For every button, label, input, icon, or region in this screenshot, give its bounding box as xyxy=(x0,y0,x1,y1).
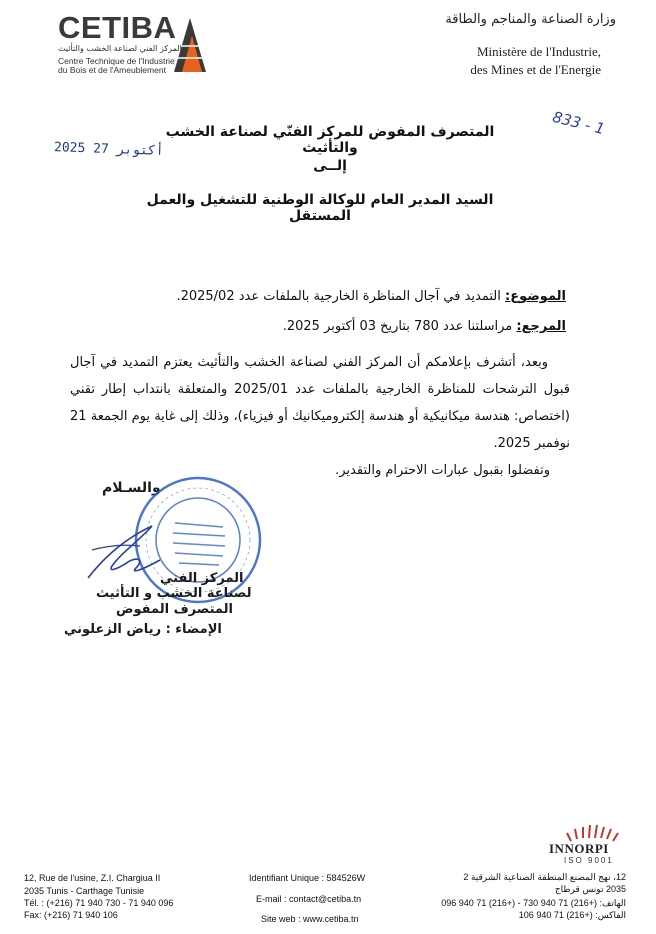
footer-email: E-mail : contact@cetiba.tn xyxy=(256,894,362,904)
letter-body xyxy=(70,349,570,484)
subject-line xyxy=(176,289,566,304)
footer-ar-phone: الهاتف: (+216) 71 940 730 - (+216) 71 940 096 xyxy=(441,898,626,908)
signature-line3: المتصرف المفوض xyxy=(116,602,233,617)
footer-address-line1: 12, Rue de l'usine, Z.I. Chargiua II xyxy=(24,873,161,883)
footer-address-line2: 2035 Tunis - Carthage Tunisie xyxy=(24,886,145,896)
handwritten-reference-number: 833 - 1 xyxy=(550,107,607,139)
footer-ar-address-line1: 12، نهج المصنع المنطقة الصناعية الشرقية 2 xyxy=(463,872,626,882)
handwritten-signature-icon xyxy=(82,520,172,590)
body-paragraph: وبعد، أتشرف بإعلامكم أن المركز الفني لصناعة الخشب والتأثيث يعتزم التمديد في آجال قبول الترشحات للمناظرة الخارجية بالملفات عدد 2025/01 والمتعلقة بانتداب إطار تقني (اختصاص: هندسة ميكانيكية أو هندسة إلكتروميكانيك أو فيزياء)، وذلك إلى غاية يوم الجمعة 21 نوفمبر 2025. xyxy=(70,355,570,451)
logo-french-line2: du Bois et de l'Ameublement xyxy=(58,65,166,75)
ministry-arabic: وزارة الصناعة والمناجم والطاقة xyxy=(445,12,616,27)
ministry-french-line2: des Mines et de l'Energie xyxy=(470,62,601,77)
logo-french-line1: Centre Technique de l'Industrie xyxy=(58,56,175,66)
subject-text: التمديد في آجال المناظرة الخارجية بالملفات عدد 2025/02. xyxy=(176,289,505,304)
footer-ar-fax: الفاكس: (+216) 71 940 106 xyxy=(518,910,626,920)
cetiba-logo-text: CETIBA xyxy=(58,10,177,45)
iso-label: ISO 9001 xyxy=(564,856,614,865)
reference-text: مراسلتنا عدد 780 بتاريخ 03 أكتوبر 2025. xyxy=(282,319,517,334)
greeting: والسـلام xyxy=(102,480,161,496)
footer-phone: Tél. : (+216) 71 940 730 - 71 940 096 xyxy=(24,898,174,908)
footer-identifier: Identifiant Unique : 584526W xyxy=(249,873,366,883)
footer-website: Site web : www.cetiba.tn xyxy=(261,914,359,924)
signature-line1: المركز الفني xyxy=(160,571,244,586)
reference-label: المرجع: xyxy=(516,319,566,334)
sender-title: المتصرف المفوض للمركز الفنّي لصناعة الخشب والتأثيث xyxy=(165,124,495,156)
signature-line4: الإمضاء : رياض الزعلوني xyxy=(64,622,222,637)
innorpi-label: INNORPI xyxy=(549,841,609,856)
date-stamp: 2025 أكتوبر 27 xyxy=(53,140,164,159)
recipient-title: السيد المدير العام للوكالة الوطنية للتشغيل والعمل المستقل xyxy=(146,192,494,224)
closing-sentence: وتفضلوا بقبول عبارات الاحترام والتقدير. xyxy=(335,463,550,478)
logo-arabic-name: المركز الفني لصناعة الخشب والتأثيث xyxy=(58,44,182,53)
footer-ar-address-line2: 2035 تونس قرطاج xyxy=(554,884,626,894)
reference-line xyxy=(283,319,566,334)
ministry-french-line1: Ministère de l'Industrie, xyxy=(476,44,601,59)
signature-line2: لصناعة الخشب و التأثيث xyxy=(96,586,252,601)
to-word: إلــى xyxy=(313,158,347,174)
subject-label: الموضوع: xyxy=(505,289,566,304)
footer-fax: Fax: (+216) 71 940 106 xyxy=(24,910,118,920)
innorpi-logo-icon xyxy=(563,823,623,843)
